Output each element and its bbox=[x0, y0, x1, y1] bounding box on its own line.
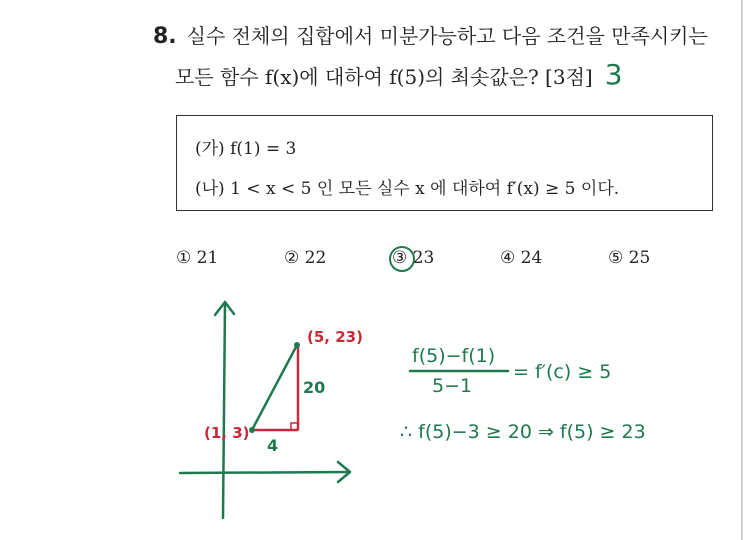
condition-b: (나) 1 < x < 5 인 모든 실수 x 에 대하여 f′(x) ≥ 5 이다. bbox=[195, 179, 620, 199]
work-denominator: 5−1 bbox=[432, 375, 473, 397]
choice-3-mark: ③ bbox=[392, 248, 408, 268]
label-point-top: (5, 23) bbox=[307, 328, 363, 346]
label-run: 4 bbox=[267, 436, 279, 455]
choice-3-value: 23 bbox=[412, 248, 435, 268]
label-rise: 20 bbox=[303, 378, 326, 397]
choice-4-mark: ④ bbox=[500, 248, 516, 268]
work-conclusion: ∴ f(5)−3 ≥ 20 ⇒ f(5) ≥ 23 bbox=[400, 421, 646, 443]
condition-a: (가) f(1) = 3 bbox=[195, 139, 297, 159]
choice-1-value: 21 bbox=[196, 248, 219, 268]
choice-5-mark: ⑤ bbox=[608, 248, 624, 268]
question-text-1: 실수 전체의 집합에서 미분가능하고 다음 조건을 만족시키는 bbox=[186, 24, 708, 48]
handwritten-answer: 3 bbox=[604, 58, 623, 91]
y-axis bbox=[223, 302, 225, 518]
choice-2-mark: ② bbox=[284, 248, 300, 268]
work-numerator: f(5)−f(1) bbox=[412, 345, 496, 367]
work-rhs: = f′(c) ≥ 5 bbox=[513, 361, 612, 383]
x-axis bbox=[180, 472, 350, 473]
point-left bbox=[249, 427, 255, 433]
point-top bbox=[294, 342, 300, 348]
label-point-left: (1, 3) bbox=[204, 424, 250, 442]
question-text-2: 모든 함수 f(x)에 대하여 f(5)의 최솟값은? [3점] bbox=[175, 65, 593, 89]
choice-2-value: 22 bbox=[304, 248, 327, 268]
choice-4-value: 24 bbox=[520, 248, 543, 268]
choice-5-value: 25 bbox=[628, 248, 651, 268]
question-number: 8. bbox=[153, 24, 177, 49]
choice-1-mark: ① bbox=[176, 248, 192, 268]
secant-line bbox=[252, 345, 297, 430]
